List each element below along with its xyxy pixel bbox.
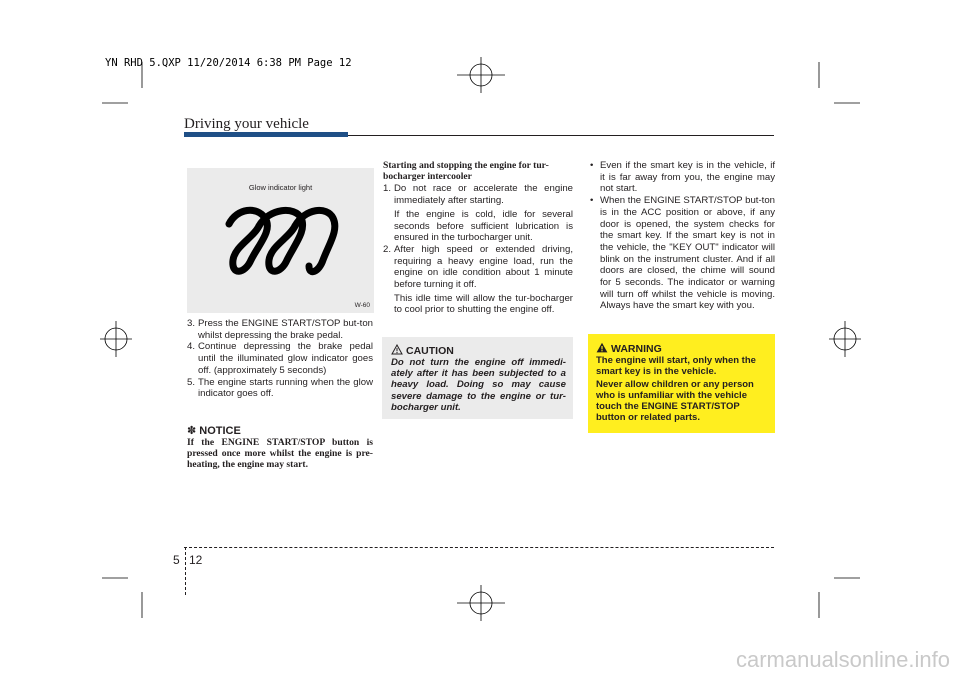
caution-title: CAUTION [391, 344, 566, 357]
warning-line: Never allow children or any person who is unfamiliar with the vehicle touch the ENGINE START/STOP button or related parts. [596, 379, 754, 424]
registration-mark-right [829, 321, 861, 357]
footer-rule-vertical [185, 547, 186, 595]
smart-key-notes [589, 160, 775, 312]
registration-mark-top [457, 57, 505, 93]
list-item: 4. Continue depressing the brake pedal until the illuminated glow indicator goes off. (approximately 5 seconds) [187, 341, 373, 376]
print-slug: YN RHD 5.QXP 11/20/2014 6:38 PM Page 12 [105, 57, 352, 69]
notice-title: ✽ NOTICE [187, 425, 241, 437]
page-number: 12 [189, 553, 203, 567]
section-title: Driving your vehicle [184, 116, 309, 132]
turbo-section [383, 160, 573, 316]
caution-body: Do not turn the engine off immedi-ately after it has been subjected to a heavy load. Doing so may cause severe damage to the engine or tur-bocharger unit. [391, 357, 566, 413]
warning-box [588, 334, 775, 433]
watermark: carmanualsonline.info [735, 647, 950, 672]
figure-code: W-60 [354, 302, 370, 309]
list-item: • When the ENGINE START/STOP but-ton is in the ACC position or above, if any door is opened, the system checks for the smart key. If the smart key is not in the vehicle, the "KEY OUT" indicator will blink on the instrument cluster. And if all doors are closed, the chime will sound for 5 seconds. The indicator or warning will turn off whilst the vehicle is moving. Always have the smart key with you. [590, 195, 775, 312]
left-steps [187, 318, 373, 400]
glow-indicator-figure [187, 168, 374, 313]
notice-symbol: ✽ [187, 425, 197, 437]
warning-line: The engine will start, only when the smart key is in the vehicle. [596, 355, 756, 378]
list-item: 1. Do not race or accelerate the engine immediately after starting. If the engine is cold, idle for several seconds before sufficient lubrication is ensured in the turbocharger unit. [383, 183, 573, 244]
section-number: 5 [173, 553, 180, 567]
list-item: 3. Press the ENGINE START/STOP but-ton whilst depressing the brake pedal. [187, 318, 373, 341]
list-item: 2. After high speed or extended driving, requiring a heavy engine load, run the engine on idle condition about 1 minute before turning it off. This idle time will allow the tur-bocharger to cool prior to shutting the engine off. [383, 243, 573, 316]
header-accent-bar [184, 132, 348, 137]
notice-body: If the ENGINE START/STOP button is pressed once more whilst the engine is pre-heating, the engine may start. [187, 437, 373, 471]
footer-rule [184, 547, 774, 548]
registration-mark-bottom [457, 585, 505, 621]
registration-mark-left [100, 321, 132, 357]
list-item: 5. The engine starts running when the glow indicator goes off. [187, 376, 373, 400]
list-item: • Even if the smart key is in the vehicle, if it is far away from you, the engine may not start. [590, 160, 775, 195]
warning-triangle-icon [596, 342, 608, 353]
notice-block [187, 424, 373, 471]
warning-title: WARNING [596, 342, 768, 355]
warning-triangle-icon [391, 344, 403, 355]
turbo-heading: Starting and stopping the engine for tur-bocharger intercooler [383, 160, 549, 183]
glow-plug-coil-icon [223, 204, 341, 278]
caution-box [382, 337, 573, 419]
figure-label: Glow indicator light [248, 183, 313, 192]
